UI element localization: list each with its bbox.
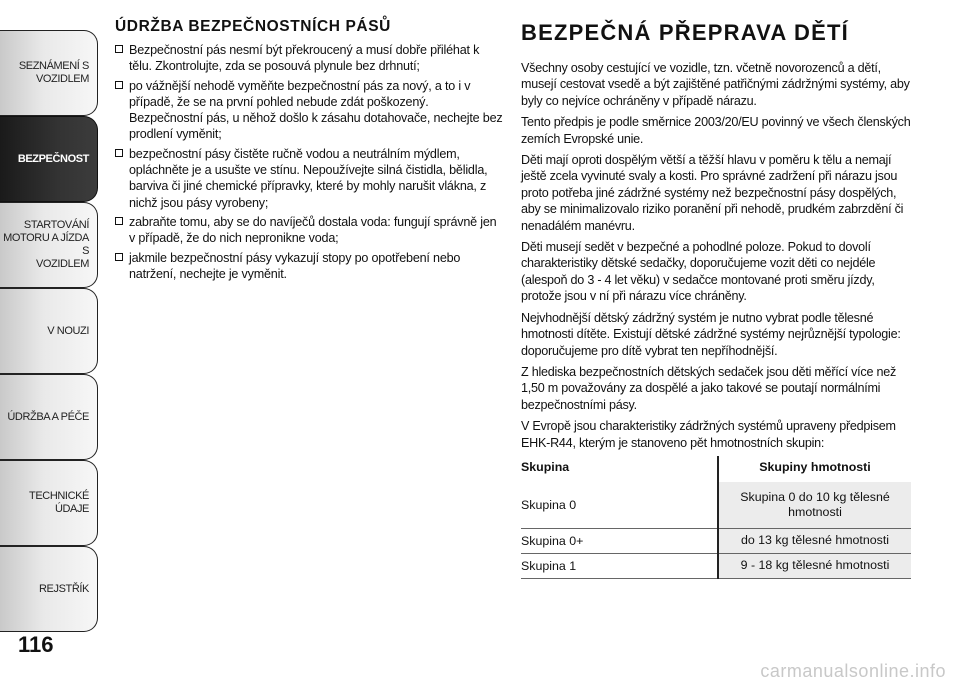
tab-v-nouzi[interactable]: V NOUZI xyxy=(0,288,98,374)
checkbox-bullet-icon xyxy=(115,45,123,53)
checkbox-bullet-icon xyxy=(115,253,123,261)
checkbox-bullet-icon xyxy=(115,81,123,89)
maintenance-list xyxy=(115,42,505,282)
column-header-group: Skupina xyxy=(521,459,570,474)
list-item xyxy=(115,146,505,211)
table-cell: Skupina 1 xyxy=(521,553,718,578)
list-item xyxy=(115,214,505,247)
tab-udrzba-a-pece[interactable]: ÚDRŽBA A PÉČE xyxy=(0,374,98,460)
page-number: 116 xyxy=(18,632,54,657)
tab-startovani-motoru[interactable]: STARTOVÁNÍ MOTORU A JÍZDA S VOZIDLEM xyxy=(0,202,98,288)
list-item-text: po vážnější nehodě vyměňte bezpečnostní pás za nový, a to i v případě, že se na první pohled nebude zdát poškozený. Bezpečnostní pás, u něhož došlo k zásahu dotahovače, nechejte bez prodlení vyměnit; xyxy=(129,78,503,142)
page-title: BEZPEČNÁ PŘEPRAVA DĚTÍ xyxy=(521,20,849,45)
child-safety-section xyxy=(521,18,911,579)
table-row xyxy=(521,528,911,553)
paragraph: Nejvhodnější dětský zádržný systém je nutno vybrat podle tělesné hmotnosti dítěte. Existují dětské zádržné systémy nejrůznější typologie: doporučujeme pro dítě vybrat ten nepříhodnější. xyxy=(521,310,901,358)
list-item-text: zabraňte tomu, aby se do navíječů dostala voda: fungují správně jen v případě, že do nich nepronikne voda; xyxy=(129,214,497,246)
seat-belt-maintenance-section xyxy=(115,18,505,285)
table-cell: Skupina 0 xyxy=(521,482,718,529)
watermark: carmanualsonline.info xyxy=(760,661,946,681)
paragraph: Děti musejí sedět v bezpečné a pohodlné poloze. Pokud to dovolí charakteristiky dětské sedačky, doporučujeme vozit děti co nejdéle (alespoň do 3 - 4 let věku) v sedačce montované proti směru jízdy, protože jsou v ní při nárazu více chráněny. xyxy=(521,240,876,304)
paragraph: Děti mají oproti dospělým větší a těžší hlavu v poměru k tělu a nemají ještě zcela vyvinuté svaly a kosti. Pro správné zadržení při nárazu jsou proto potřeba jiné zádržné systémy než bezpečnostní pásy dospělých, aby se minimalizovalo riziko poranění při nehodě, prudkém zabrzdění či nenadálém manévru. xyxy=(521,153,904,233)
table-cell: Skupina 0+ xyxy=(521,528,718,553)
table-cell: 9 - 18 kg tělesné hmotnosti xyxy=(718,553,911,578)
paragraph: Všechny osoby cestující ve vozidle, tzn. včetně novorozenců a dětí, musejí cestovat vsedě a být zajištěné patřičnými zádržnými systémy, aby byly co nejvíce ochráněny v případě nárazu. xyxy=(521,61,910,108)
tab-technicke-udaje[interactable]: TECHNICKÉ ÚDAJE xyxy=(0,460,98,546)
paragraph: Tento předpis je podle směrnice 2003/20/EU povinný ve všech členských zemích Evropské unie. xyxy=(521,115,911,146)
list-item xyxy=(115,250,505,283)
table-cell: Skupina 0 do 10 kg tělesné hmotnosti xyxy=(718,482,911,529)
checkbox-bullet-icon xyxy=(115,217,123,225)
list-item-text: Bezpečnostní pás nesmí být překroucený a musí dobře přiléhat k tělu. Zkontrolujte, zda se posouvá plynule bez drhnutí; xyxy=(129,43,480,74)
table-row xyxy=(521,482,911,529)
list-item-text: jakmile bezpečnostní pásy vykazují stopy po opotřebení nebo natržení, nechejte je vyměnit. xyxy=(129,250,461,281)
table-header-row xyxy=(521,456,911,482)
tab-bezpecnost[interactable]: BEZPEČNOST xyxy=(0,116,98,202)
list-item-text: bezpečnostní pásy čistěte ručně vodou a neutrálním mýdlem, opláchněte je a usušte ve stínu. Nepoužívejte silná čistidla, bělidla, barviva či jiné chemické přípravky, které by mohly narušit vlákna, z nichž jsou pásy vyrobeny; xyxy=(129,146,488,210)
tab-seznameni-s-vozidlem[interactable]: SEZNÁMENÍ S VOZIDLEM xyxy=(0,30,98,116)
table-cell: do 13 kg tělesné hmotnosti xyxy=(718,528,911,553)
list-item xyxy=(115,78,505,143)
checkbox-bullet-icon xyxy=(115,149,123,157)
paragraph: V Evropě jsou charakteristiky zádržných systémů upraveny předpisem EHK-R44, kterým je stanoveno pět hmotnostních skupin: xyxy=(521,419,896,450)
section-heading: ÚDRŽBA BEZPEČNOSTNÍCH PÁSŮ xyxy=(115,18,391,35)
weight-groups-table xyxy=(521,456,911,579)
chapter-tabs xyxy=(0,0,100,640)
paragraph: Z hlediska bezpečnostních dětských sedaček jsou děti měřící více než 1,50 m považovány za dospělé a jako takové se poutají normálními bezpečnostními pásy. xyxy=(521,364,897,412)
column-header-weight: Skupiny hmotnosti xyxy=(718,456,911,482)
list-item xyxy=(115,42,505,75)
tab-rejstrik[interactable]: REJSTŘÍK xyxy=(0,546,98,632)
table-row xyxy=(521,553,911,578)
